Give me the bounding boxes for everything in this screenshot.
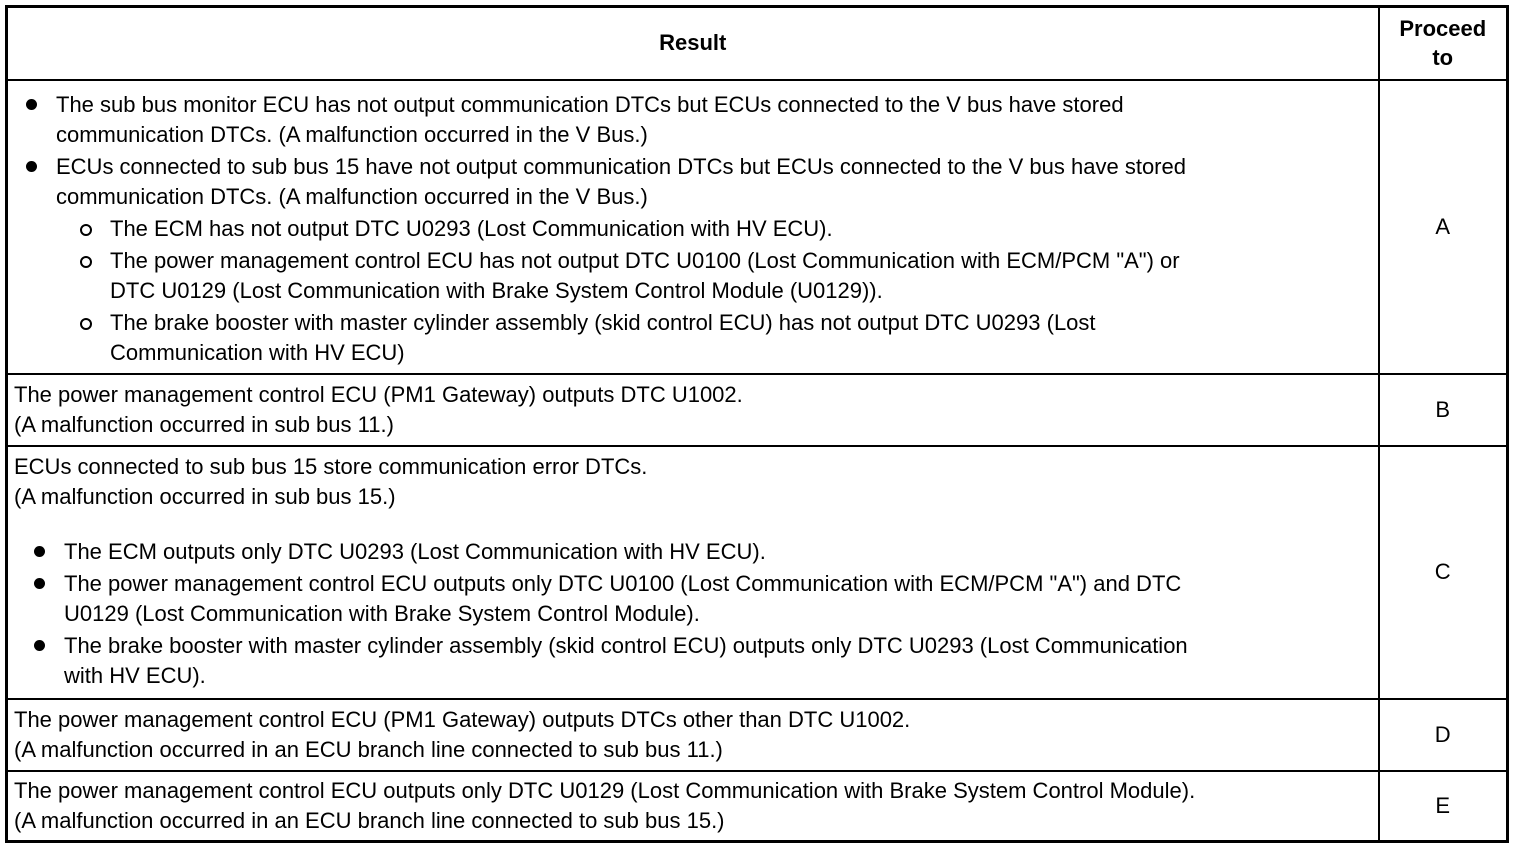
- table-row-a: [7, 80, 1508, 374]
- result-cell-d: The power management control ECU (PM1 Gateway) outputs DTCs other than DTC U1002. (A malfunction occurred in an ECU branch line connected to sub bus 11.): [7, 699, 1379, 771]
- bullet-list-a: [8, 90, 1378, 368]
- result-cell-c: ECUs connected to sub bus 15 store communication error DTCs. (A malfunction occurred in sub bus 15.) The ECM outputs only DTC U0293 (Lost Communication with HV ECU). The power management control ECU outputs only DTC U0100 (Lost Communication with ECM/PCM "A") and DTC U0129 (Lost Communication with Brake System Control Module). The brake booster with master cylinder assembly (skid control ECU) outputs only DTC U0293 (Lost Communication with HV ECU).: [7, 446, 1379, 699]
- result-header: Result: [7, 7, 1379, 80]
- list-item: The brake booster with master cylinder assembly (skid control ECU) outputs only DTC U0293 (Lost Communication with HV ECU).: [16, 631, 1378, 691]
- sub-bullet-list-a: [56, 214, 1378, 368]
- proceed-cell-a: A: [1379, 80, 1508, 374]
- proceed-header-line1: Proceed: [1399, 16, 1487, 42]
- table-row-b: [7, 374, 1508, 446]
- list-item: The sub bus monitor ECU has not output communication DTCs but ECUs connected to the V bus have stored communication DTCs. (A malfunction occurred in the V Bus.): [8, 90, 1378, 150]
- table-row-e: [7, 771, 1508, 842]
- table-row-d: [7, 699, 1508, 771]
- result-cell-e: The power management control ECU outputs only DTC U0129 (Lost Communication with Brake System Control Module). (A malfunction occurred in an ECU branch line connected to sub bus 15.): [7, 771, 1379, 842]
- result-cell-a: [7, 80, 1379, 374]
- proceed-cell-d: D: [1379, 699, 1508, 771]
- list-item: The power management control ECU outputs only DTC U0100 (Lost Communication with ECM/PCM "A") and DTC U0129 (Lost Communication with Brake System Control Module).: [16, 569, 1378, 629]
- proceed-to-header: [1379, 7, 1508, 80]
- result-table: [5, 5, 1509, 843]
- list-item: The brake booster with master cylinder assembly (skid control ECU) has not output DTC U0293 (Lost Communication with HV ECU): [8, 308, 1378, 368]
- result-cell-b: The power management control ECU (PM1 Gateway) outputs DTC U1002. (A malfunction occurred in sub bus 11.): [7, 374, 1379, 446]
- table-row-c: [7, 446, 1508, 699]
- proceed-cell-c: C: [1379, 446, 1508, 699]
- proceed-cell-e: E: [1379, 771, 1508, 842]
- header-row: [7, 7, 1508, 80]
- list-item: ECUs connected to sub bus 15 have not output communication DTCs but ECUs connected to the V bus have stored communication DTCs. (A malfunction occurred in the V Bus.) The ECM has not output DTC U0293 (Lost Communication with HV ECU). The power management control ECU has not output DTC U0100 (Lost Communication with ECM/PCM "A") or DTC U0129 (Lost Communication with Brake System Control Module (U0129)). The brake booster with master cylinder assembly (skid control ECU) has not output DTC U0293 (Lost Communication with HV ECU): [8, 152, 1378, 368]
- list-item: The ECM has not output DTC U0293 (Lost Communication with HV ECU).: [8, 214, 1378, 244]
- list-item: The power management control ECU has not output DTC U0100 (Lost Communication with ECM/PCM "A") or DTC U0129 (Lost Communication with Brake System Control Module (U0129)).: [8, 246, 1378, 306]
- proceed-cell-b: B: [1379, 374, 1508, 446]
- bullet-list-c: [16, 537, 1378, 691]
- list-item: The ECM outputs only DTC U0293 (Lost Communication with HV ECU).: [16, 537, 1378, 567]
- proceed-header-line2: to: [1432, 45, 1454, 71]
